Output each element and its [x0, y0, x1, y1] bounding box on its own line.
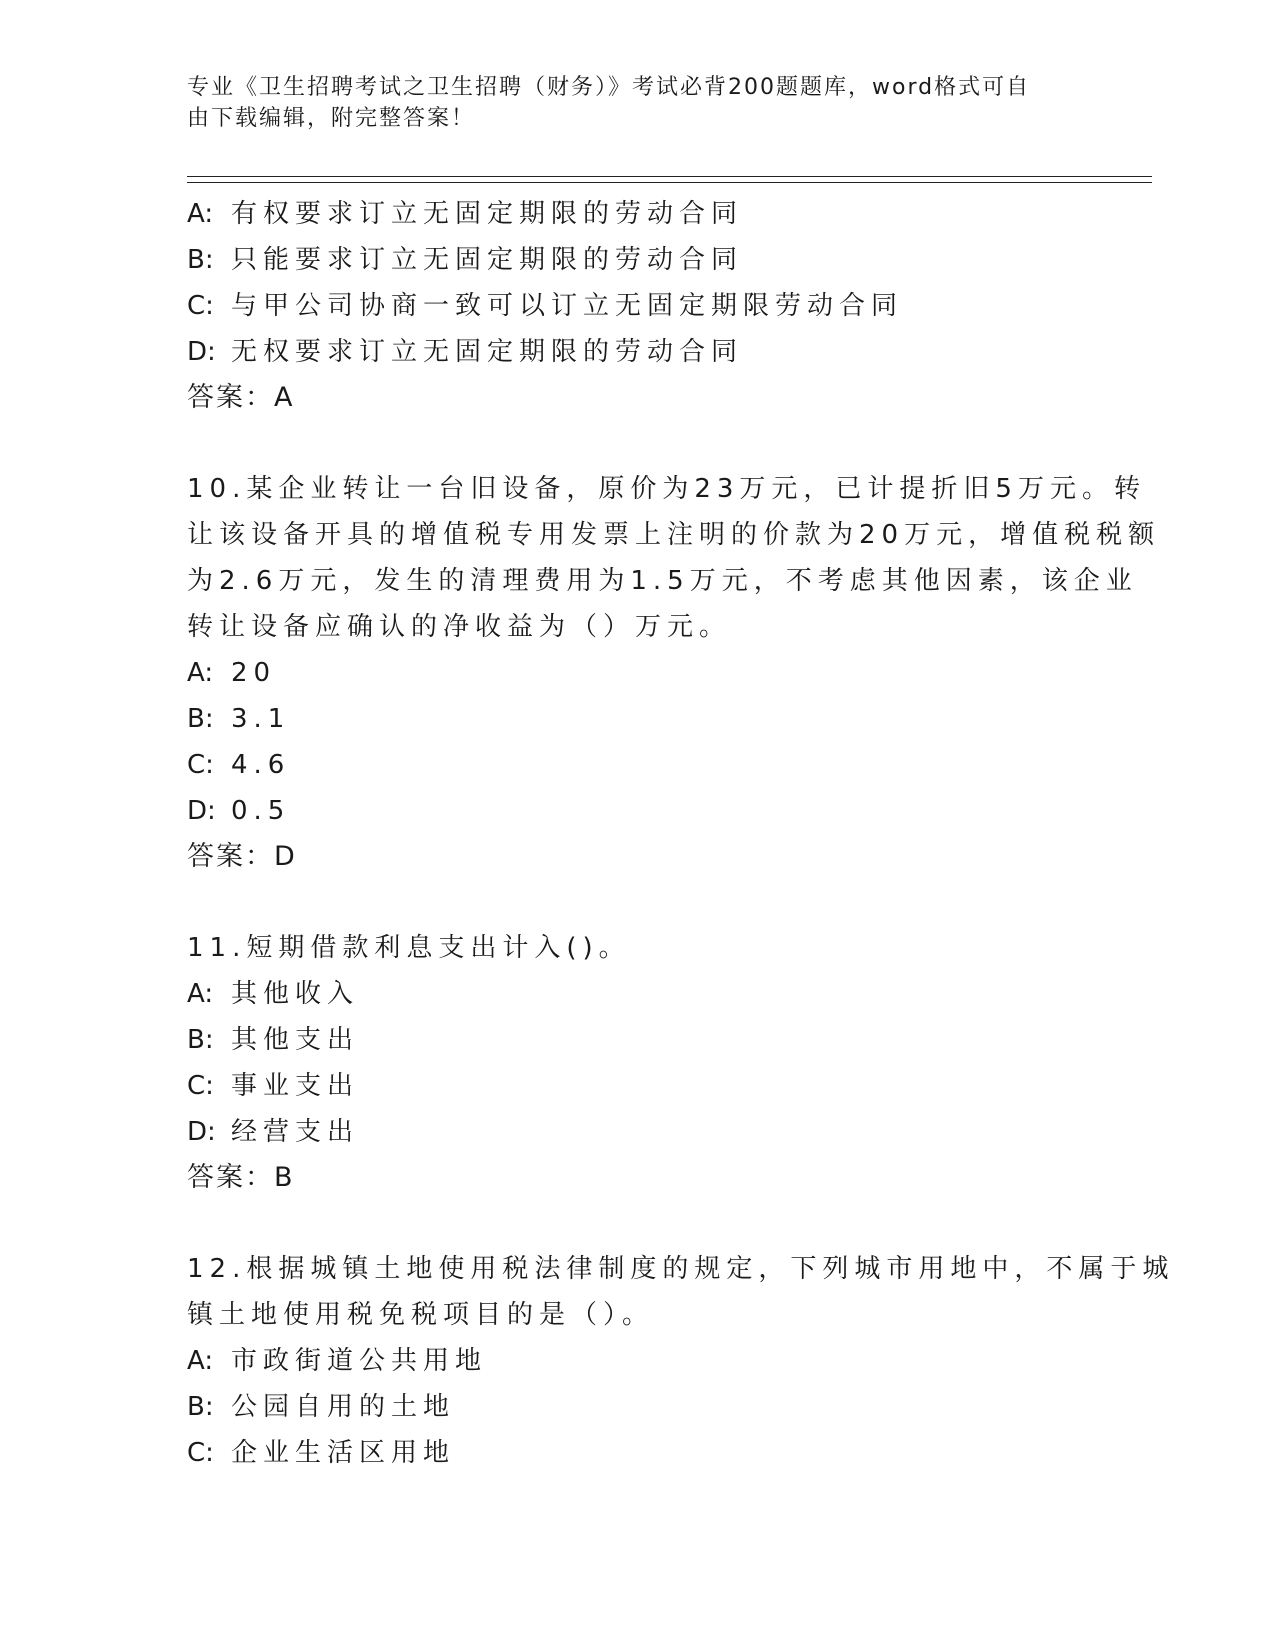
question-text-line: 10.某企业转让一台旧设备，原价为23万元，已计提折旧5万元。转	[187, 474, 1146, 504]
option-label: D:	[187, 1117, 216, 1147]
question-text-line: 让该设备开具的增值税专用发票上注明的价款为20万元，增值税税额	[187, 520, 1161, 550]
option-text: 经营支出	[231, 1117, 360, 1147]
option-d	[187, 329, 1087, 375]
option-text: 与甲公司协商一致可以订立无固定期限劳动合同	[231, 291, 904, 321]
option-label: C:	[187, 1071, 214, 1101]
option-label: C:	[187, 750, 214, 780]
question-12	[187, 1246, 1175, 1476]
option-a	[187, 971, 1087, 1017]
option-b	[187, 1384, 1087, 1430]
option-c	[187, 283, 1087, 329]
document-header	[187, 72, 1067, 134]
option-text: 企业生活区用地	[231, 1438, 456, 1468]
option-label: B:	[187, 1392, 214, 1422]
option-a	[187, 1338, 1087, 1384]
option-label: A:	[187, 1346, 214, 1376]
question-text-line: 为2.6万元，发生的清理费用为1.5万元，不考虑其他因素，该企业	[187, 566, 1138, 596]
option-text: 其他支出	[231, 1025, 360, 1055]
option-text: 公园自用的土地	[231, 1392, 456, 1422]
option-text: 20	[231, 658, 277, 688]
option-text: 无权要求订立无固定期限的劳动合同	[231, 337, 744, 367]
option-b	[187, 237, 1087, 283]
question-9	[187, 191, 1087, 421]
option-text: 只能要求订立无固定期限的劳动合同	[231, 245, 744, 275]
question-text-line: 12.根据城镇土地使用税法律制度的规定，下列城市用地中，不属于城	[187, 1254, 1175, 1284]
spacer	[187, 421, 1087, 466]
option-a	[187, 191, 1087, 237]
option-label: D:	[187, 337, 216, 367]
answer-line: 答案：A	[187, 382, 295, 413]
option-text: 0.5	[231, 796, 291, 826]
option-a	[187, 650, 1087, 696]
option-label: A:	[187, 199, 214, 229]
option-c	[187, 742, 1087, 788]
header-rule-bottom	[187, 182, 1152, 183]
answer-line: 答案：B	[187, 1162, 295, 1193]
option-text: 事业支出	[231, 1071, 360, 1101]
option-d	[187, 788, 1087, 834]
question-text-line: 镇土地使用税免税项目的是（）。	[187, 1300, 655, 1330]
option-text: 有权要求订立无固定期限的劳动合同	[231, 199, 744, 229]
option-text: 4.6	[231, 750, 291, 780]
question-text-line: 11.短期借款利息支出计入()。	[187, 933, 631, 963]
option-label: D:	[187, 796, 216, 826]
option-label: A:	[187, 658, 214, 688]
option-text: 其他收入	[231, 979, 360, 1009]
option-c	[187, 1430, 1087, 1476]
option-label: C:	[187, 291, 214, 321]
header-line-1: 专业《卫生招聘考试之卫生招聘（财务）》考试必背200题题库，word格式可自	[187, 75, 1031, 100]
option-label: A:	[187, 979, 214, 1009]
question-11	[187, 925, 1087, 1201]
header-line-2: 由下载编辑，附完整答案！	[187, 106, 476, 131]
header-rule-top	[187, 176, 1152, 177]
option-text: 市政街道公共用地	[231, 1346, 488, 1376]
question-body	[187, 191, 1175, 1476]
option-text: 3.1	[231, 704, 291, 734]
option-label: B:	[187, 1025, 214, 1055]
question-text-line: 转让设备应确认的净收益为（）万元。	[187, 612, 732, 642]
option-c	[187, 1063, 1087, 1109]
option-d	[187, 1109, 1087, 1155]
question-10	[187, 466, 1161, 880]
option-label: C:	[187, 1438, 214, 1468]
option-b	[187, 696, 1087, 742]
option-label: B:	[187, 704, 214, 734]
spacer	[187, 880, 1087, 925]
answer-line: 答案：D	[187, 841, 297, 872]
option-b	[187, 1017, 1087, 1063]
option-label: B:	[187, 245, 214, 275]
spacer	[187, 1201, 1087, 1246]
